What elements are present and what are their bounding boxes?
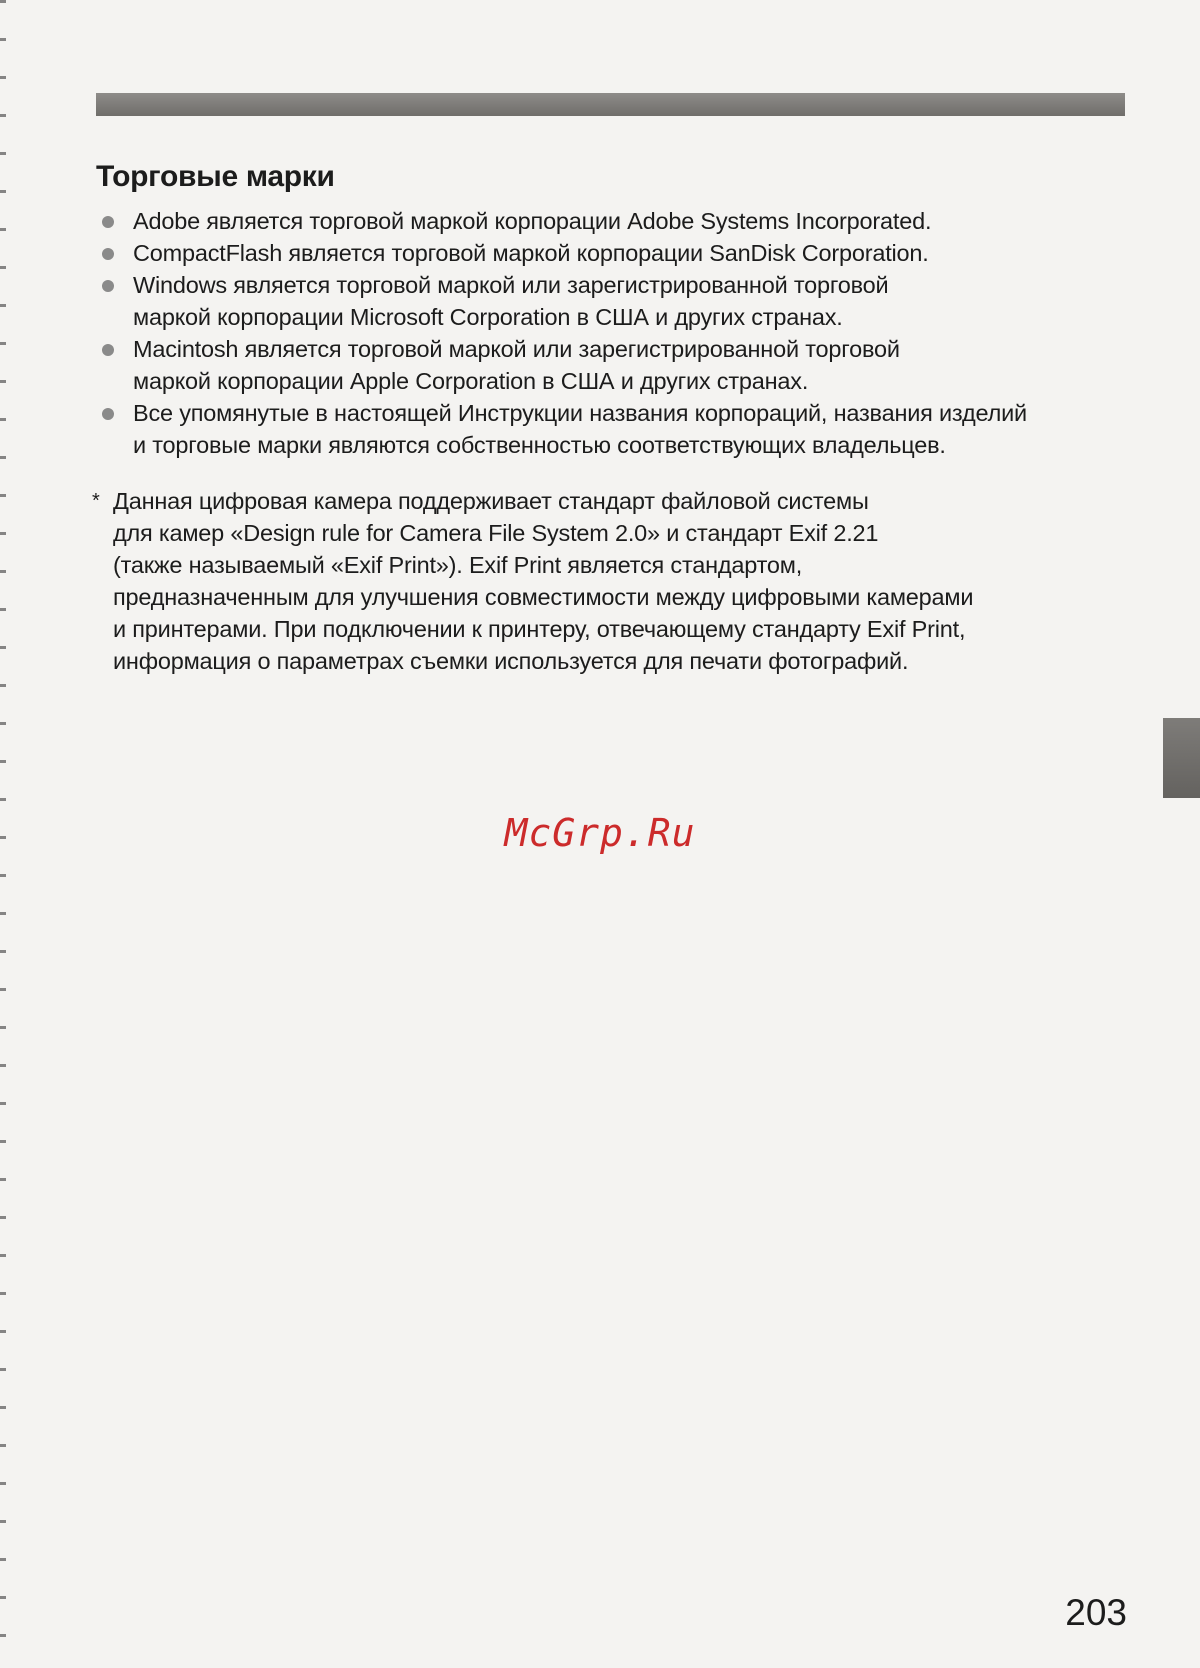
bullet-icon — [102, 216, 114, 228]
footnote-text — [92, 485, 1112, 677]
list-item-line: маркой корпорации Apple Corporation в США и других странах. — [133, 368, 809, 394]
footnote-line: предназначенным для улучшения совместимости между цифровыми камерами — [113, 584, 974, 610]
list-item-line: Macintosh является торговой маркой или зарегистрированной торговой — [133, 336, 900, 362]
list-item — [96, 237, 1116, 269]
list-item-line: CompactFlash является торговой маркой корпорации SanDisk Corporation. — [133, 240, 929, 266]
footnote-line: Данная цифровая камера поддерживает стандарт файловой системы — [113, 488, 869, 514]
trademark-list — [96, 205, 1116, 461]
bullet-icon — [102, 408, 114, 420]
list-item — [96, 333, 1116, 397]
footnote-line: информация о параметрах съемки используется для печати фотографий. — [113, 648, 909, 674]
footnote-line: (также называемый «Exif Print»). Exif Print является стандартом, — [113, 552, 803, 578]
list-item-line: Windows является торговой маркой или зарегистрированной торговой — [133, 272, 889, 298]
list-item-line: Все упомянутые в настоящей Инструкции названия корпораций, названия изделий — [133, 400, 1027, 426]
list-item — [96, 205, 1116, 237]
list-item-line: маркой корпорации Microsoft Corporation в США и других странах. — [133, 304, 843, 330]
page-number: 203 — [1065, 1592, 1127, 1633]
bullet-icon — [102, 344, 114, 356]
asterisk-mark: * — [92, 490, 100, 512]
bullet-icon — [102, 248, 114, 260]
footnote-line: и принтерами. При подключении к принтеру, отвечающему стандарту Exif Print, — [113, 616, 966, 642]
bullet-icon — [102, 280, 114, 292]
section-title: Торговые марки — [96, 160, 335, 193]
list-item — [96, 269, 1116, 333]
header-bar — [96, 93, 1125, 116]
footnote — [92, 485, 1112, 677]
list-item-line: Adobe является торговой маркой корпорации Adobe Systems Incorporated. — [133, 208, 932, 234]
footnote-line: для камер «Design rule for Camera File System 2.0» и стандарт Exif 2.21 — [113, 520, 879, 546]
watermark: McGrp.Ru — [504, 811, 696, 855]
list-item-line: и торговые марки являются собственностью соответствующих владельцев. — [133, 432, 946, 458]
list-item — [96, 397, 1116, 461]
chapter-tab — [1163, 718, 1200, 798]
